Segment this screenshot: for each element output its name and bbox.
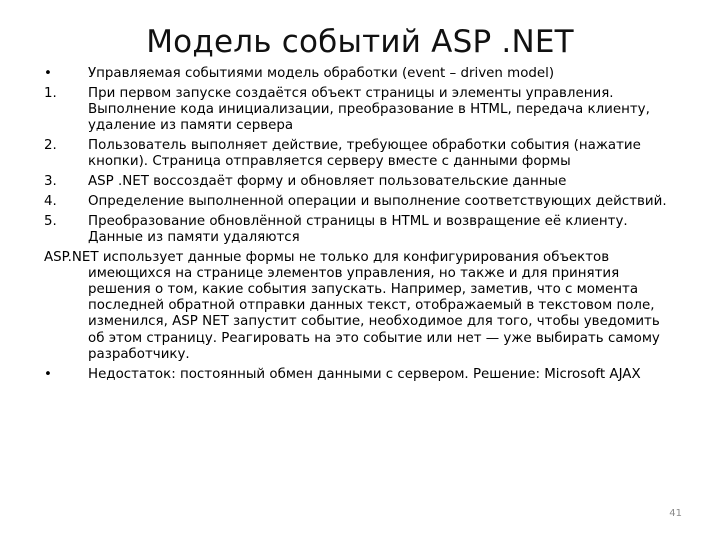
- step-number: 3.: [44, 174, 57, 189]
- list-item-step-3: [44, 174, 674, 190]
- explanation-paragraph: ASP.NET использует данные формы не только для конфигурирования объектов имеющихся на странице элементов управления, но также и для принятия решения о том, какие события запускать. Например, заметив, что с момента последней обратной отправки данных текст, отображаемый в текстовом поле, изменился, ASP NET запустит событие, необходимое для того, чтобы уведомить об этом страницу. Реагировать на это событие или нет — уже выбирать самому разработчику.: [44, 249, 660, 362]
- step-text: При первом запуске создаётся объект страницы и элементы управления. Выполнение кода инициализации, преобразование в HTML, передача клиенту, удаление из памяти сервера: [88, 85, 650, 134]
- step-number: 1.: [44, 85, 57, 101]
- list-item-step-4: [44, 194, 674, 210]
- list-item-step-2: [44, 138, 674, 170]
- bullet-marker: •: [44, 366, 52, 382]
- step-text: Преобразование обновлённой страницы в HTML и возвращение её клиенту. Данные из памяти удаляются: [88, 213, 628, 245]
- bullet-item-final: [44, 367, 674, 383]
- step-text: Пользователь выполняет действие, требующее обработки события (нажатие кнопки). Страница отправляется серверу вместе с данными формы: [88, 138, 641, 170]
- slide-title: Модель событий ASP .NET: [146, 24, 574, 60]
- step-text: ASP .NET воссоздаёт форму и обновляет пользовательские данные: [88, 174, 567, 189]
- list-item-step-1: [44, 86, 674, 135]
- bullet-marker: •: [44, 66, 52, 81]
- step-number: 5.: [44, 213, 57, 229]
- step-text: Определение выполненной операции и выполнение соответствующих действий.: [88, 193, 667, 209]
- list-item-step-5: [44, 214, 674, 246]
- slide-content: [44, 66, 674, 386]
- bullet-item-intro: [44, 66, 674, 82]
- bullet-text: Управляемая событиями модель обработки (event – driven model): [88, 66, 555, 81]
- bullet-text: Недостаток: постоянный обмен данными с сервером. Решение: Microsoft AJAX: [88, 366, 641, 382]
- page-number: 41: [669, 508, 682, 519]
- step-number: 4.: [44, 193, 57, 209]
- step-number: 2.: [44, 138, 57, 153]
